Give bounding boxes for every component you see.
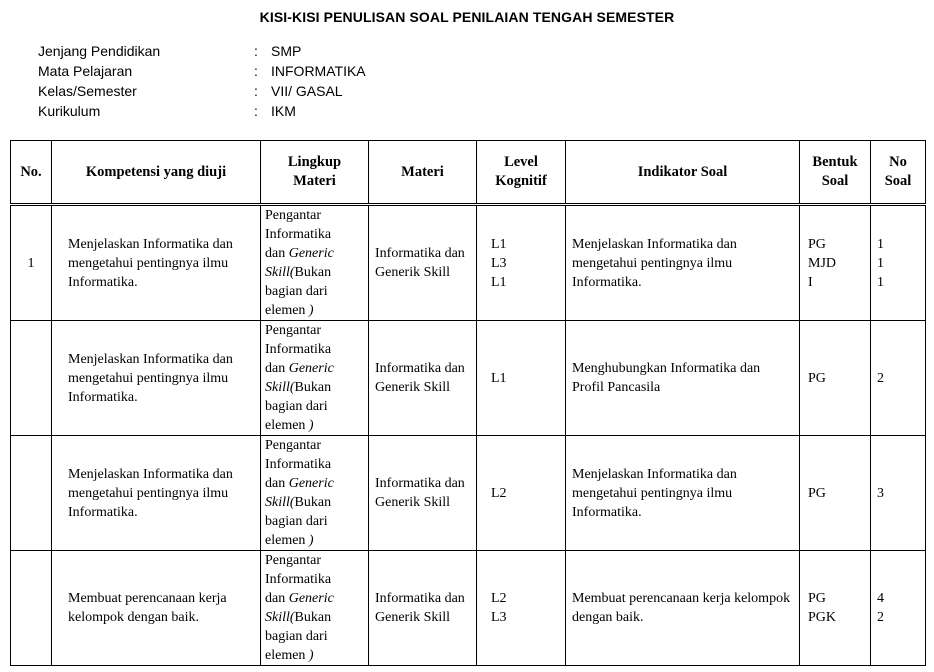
- table-row: [11, 205, 926, 321]
- cell-materi: Informatika dan Generik Skill: [369, 436, 477, 551]
- nosoal-value: 2: [877, 610, 884, 625]
- lingkup-line: Bukan: [294, 610, 332, 625]
- cell-lingkup: [261, 321, 369, 436]
- cell-lingkup: [261, 436, 369, 551]
- info-row-kelas: [38, 81, 538, 101]
- lingkup-line: Bukan: [294, 495, 332, 510]
- cell-indikator: Menjelaskan Informatika dan mengetahui pentingnya ilmu Informatika.: [566, 436, 800, 551]
- lingkup-italic: ): [308, 533, 314, 548]
- header-level-line2: Kognitif: [495, 173, 547, 189]
- lingkup-line: bagian dari: [265, 284, 328, 299]
- info-row-kurikulum: [38, 101, 538, 121]
- info-value: INFORMATIKA: [271, 63, 366, 79]
- cell-no: [11, 551, 52, 666]
- lingkup-italic: Skill(: [265, 380, 295, 395]
- bentuk-value: PG: [808, 591, 826, 606]
- lingkup-line: Informatika: [265, 342, 332, 357]
- bentuk-value: PGK: [808, 610, 837, 625]
- table-header-row: [11, 141, 926, 205]
- cell-materi: Informatika dan Generik Skill: [369, 205, 477, 321]
- lingkup-italic: Generic: [288, 246, 334, 261]
- lingkup-line: Pengantar: [265, 553, 321, 568]
- lingkup-line: elemen: [265, 533, 309, 548]
- cell-materi: Informatika dan Generik Skill: [369, 321, 477, 436]
- bentuk-value: PG: [808, 485, 826, 501]
- cell-lingkup: [261, 551, 369, 666]
- nosoal-value: 4: [877, 591, 884, 606]
- info-colon: :: [254, 83, 258, 99]
- lingkup-line: Informatika: [265, 457, 332, 472]
- lingkup-italic: ): [308, 303, 314, 318]
- header-lingkup: [261, 141, 369, 205]
- cell-level: [477, 205, 566, 321]
- table-row: [11, 551, 926, 666]
- lingkup-line: Informatika: [265, 227, 332, 242]
- cell-kompetensi: Menjelaskan Informatika dan mengetahui pentingnya ilmu Informatika.: [52, 436, 261, 551]
- header-lingkup-line2: Materi: [293, 173, 336, 189]
- lingkup-italic: Generic: [288, 361, 334, 376]
- cell-level: [477, 321, 566, 436]
- cell-bentuk: [800, 551, 871, 666]
- header-bentuk: [800, 141, 871, 205]
- cell-materi: Informatika dan Generik Skill: [369, 551, 477, 666]
- bentuk-value: PG: [808, 370, 826, 386]
- document-info: [38, 41, 538, 121]
- info-row-mapel: [38, 61, 538, 81]
- lingkup-line: Informatika: [265, 572, 332, 587]
- level-value: L1: [491, 274, 507, 290]
- bentuk-value: I: [808, 274, 813, 290]
- info-row-jenjang: [38, 41, 538, 61]
- lingkup-line: dan: [265, 476, 289, 491]
- header-nosoal: [871, 141, 926, 205]
- info-colon: :: [254, 63, 258, 79]
- cell-no: [11, 436, 52, 551]
- lingkup-italic: Skill(: [265, 495, 295, 510]
- cell-bentuk: [800, 436, 871, 551]
- table-row: [11, 436, 926, 551]
- lingkup-italic: Generic: [288, 476, 334, 491]
- document-title: KISI-KISI PENULISAN SOAL PENILAIAN TENGAH SEMESTER: [259, 9, 675, 25]
- nosoal-value: 1: [877, 255, 884, 271]
- lingkup-line: dan: [265, 361, 289, 376]
- lingkup-line: bagian dari: [265, 629, 328, 644]
- lingkup-italic: ): [308, 418, 314, 433]
- info-label: Kelas/Semester: [38, 83, 137, 99]
- level-value: L3: [491, 255, 507, 271]
- lingkup-italic: Generic: [288, 591, 334, 606]
- lingkup-line: Pengantar: [265, 323, 321, 338]
- header-level-line1: Level: [504, 154, 538, 170]
- header-nosoal-line2: Soal: [884, 173, 912, 189]
- level-value: L2: [491, 485, 507, 501]
- lingkup-line: dan: [265, 246, 289, 261]
- nosoal-value: 1: [877, 274, 884, 290]
- header-bentuk-line1: Bentuk: [812, 154, 858, 170]
- lingkup-line: bagian dari: [265, 399, 328, 414]
- lingkup-italic: Skill(: [265, 610, 295, 625]
- header-nosoal-line1: No: [889, 154, 907, 170]
- cell-bentuk: [800, 205, 871, 321]
- lingkup-italic: ): [308, 648, 314, 663]
- header-bentuk-line2: Soal: [821, 173, 849, 189]
- cell-kompetensi: Menjelaskan Informatika dan mengetahui pentingnya ilmu Informatika.: [52, 205, 261, 321]
- header-kompetensi: Kompetensi yang diuji: [52, 141, 261, 205]
- bentuk-value: PG: [808, 236, 826, 252]
- cell-lingkup: [261, 205, 369, 321]
- lingkup-line: dan: [265, 591, 289, 606]
- header-indikator: Indikator Soal: [566, 141, 800, 205]
- lingkup-italic: Skill(: [265, 265, 295, 280]
- cell-no: 1: [11, 205, 52, 321]
- info-label: Jenjang Pendidikan: [38, 43, 161, 59]
- nosoal-value: 3: [877, 485, 884, 501]
- level-value: L1: [491, 370, 507, 386]
- cell-indikator: Menjelaskan Informatika dan mengetahui pentingnya ilmu Informatika.: [566, 205, 800, 321]
- cell-nosoal: [871, 551, 926, 666]
- lingkup-line: Pengantar: [265, 438, 321, 453]
- cell-bentuk: [800, 321, 871, 436]
- header-materi: Materi: [369, 141, 477, 205]
- lingkup-line: Bukan: [294, 380, 332, 395]
- nosoal-value: 2: [877, 370, 884, 386]
- lingkup-line: elemen: [265, 648, 309, 663]
- cell-level: [477, 551, 566, 666]
- bentuk-value: MJD: [808, 255, 837, 271]
- header-no: No.: [11, 141, 52, 205]
- level-value: L3: [491, 610, 507, 625]
- cell-nosoal: [871, 205, 926, 321]
- cell-indikator: Membuat perencanaan kerja kelompok dengan baik.: [566, 551, 800, 666]
- cell-level: [477, 436, 566, 551]
- header-lingkup-line1: Lingkup: [287, 154, 342, 170]
- table-row: [11, 321, 926, 436]
- level-value: L2: [491, 591, 507, 606]
- kisi-kisi-table: [10, 140, 926, 666]
- lingkup-line: Pengantar: [265, 208, 321, 223]
- cell-kompetensi: Menjelaskan Informatika dan mengetahui pentingnya ilmu Informatika.: [52, 321, 261, 436]
- lingkup-line: elemen: [265, 418, 309, 433]
- info-colon: :: [254, 43, 258, 59]
- nosoal-value: 1: [877, 236, 884, 252]
- info-value: VII/ GASAL: [271, 83, 343, 99]
- cell-kompetensi: Membuat perencanaan kerja kelompok dengan baik.: [52, 551, 261, 666]
- level-value: L1: [491, 236, 507, 252]
- info-label: Kurikulum: [38, 103, 101, 119]
- info-colon: :: [254, 103, 258, 119]
- cell-indikator: Menghubungkan Informatika dan Profil Pancasila: [566, 321, 800, 436]
- lingkup-line: bagian dari: [265, 514, 328, 529]
- info-value: IKM: [271, 103, 296, 119]
- header-level: [477, 141, 566, 205]
- lingkup-line: Bukan: [294, 265, 332, 280]
- cell-no: [11, 321, 52, 436]
- cell-nosoal: [871, 321, 926, 436]
- info-value: SMP: [271, 43, 302, 59]
- info-label: Mata Pelajaran: [38, 63, 133, 79]
- lingkup-line: elemen: [265, 303, 309, 318]
- cell-nosoal: [871, 436, 926, 551]
